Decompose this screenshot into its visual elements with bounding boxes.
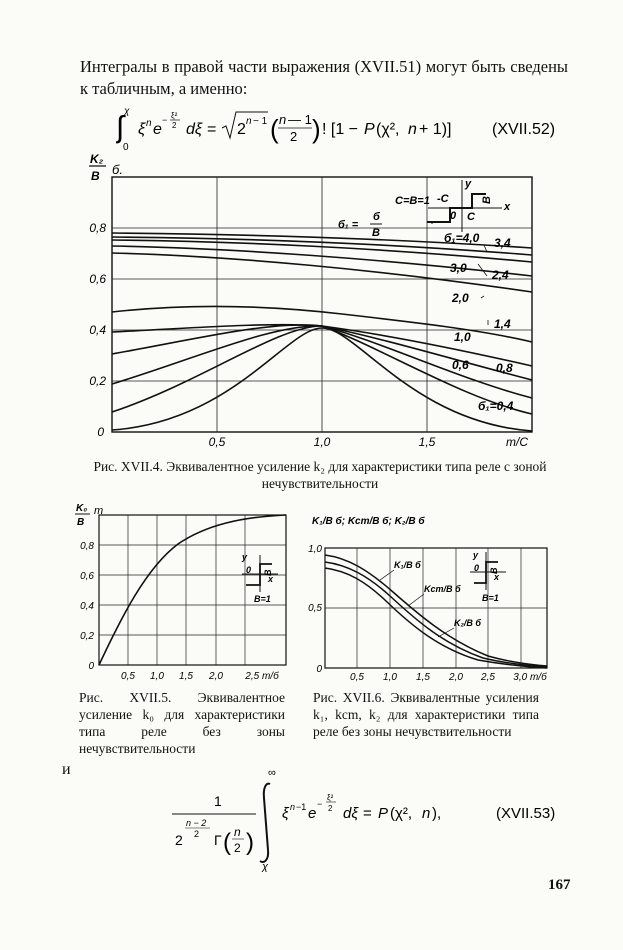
intro-paragraph: Интегралы в правой части выражения (XVII.51) могут быть сведены к табличным, а именно: bbox=[80, 57, 568, 98]
fig4-xtick: 1,5 bbox=[418, 435, 436, 449]
svg-text:2: 2 bbox=[175, 832, 183, 848]
fig6-curves bbox=[325, 555, 547, 668]
svg-text:0: 0 bbox=[450, 210, 457, 222]
svg-text:−: − bbox=[317, 799, 323, 809]
fig6-curve-kcm bbox=[325, 562, 547, 667]
svg-text:C: C bbox=[467, 211, 475, 223]
svg-text:3,0 m/б: 3,0 m/б bbox=[513, 672, 547, 682]
svg-text:P: P bbox=[364, 121, 375, 138]
eq1-lower-limit: 0 bbox=[123, 142, 129, 152]
fig4-curve-label: 0,6 bbox=[452, 358, 469, 372]
fig4-xtick: 1,0 bbox=[313, 435, 331, 449]
svg-text:B: B bbox=[489, 567, 499, 574]
svg-text:-C: -C bbox=[437, 193, 449, 205]
svg-text:1: 1 bbox=[214, 793, 222, 809]
svg-text:n: n bbox=[279, 112, 287, 127]
fig6-curve-label: K₁/B б bbox=[394, 560, 421, 570]
svg-text:e: e bbox=[308, 805, 317, 822]
svg-text:=: = bbox=[363, 805, 372, 822]
svg-text:−: − bbox=[162, 115, 168, 125]
svg-text:0: 0 bbox=[246, 565, 252, 575]
svg-text:x: x bbox=[268, 574, 274, 584]
fig4-curve-label: 2,0 bbox=[452, 291, 469, 305]
svg-text:n: n bbox=[408, 121, 417, 138]
svg-text:y: y bbox=[242, 552, 248, 562]
fig5-caption: Рис. XVII.5. Эквивалентное усиление k₀ для характеристики типа реле без зоны нечувствительности bbox=[79, 690, 285, 756]
fig5-curve bbox=[99, 515, 286, 665]
svg-text:n: n bbox=[234, 825, 241, 839]
fig6-curve-k2 bbox=[325, 568, 547, 668]
svg-text:K₀: K₀ bbox=[76, 503, 88, 514]
svg-text:2,0: 2,0 bbox=[209, 671, 223, 682]
svg-text:P: P bbox=[378, 805, 389, 822]
fig4-ytick: 0,6 bbox=[89, 272, 106, 286]
svg-text:),: ), bbox=[432, 805, 442, 822]
fig4-curve-label: б₁=0,4 bbox=[478, 399, 514, 413]
svg-text:2,5: 2,5 bbox=[481, 672, 495, 682]
svg-text:ξ²: ξ² bbox=[171, 111, 178, 120]
svg-text:n: n bbox=[290, 802, 296, 812]
svg-text:б: б bbox=[373, 211, 380, 223]
svg-text:ξ²: ξ² bbox=[327, 793, 334, 802]
svg-text:2,5 m/б: 2,5 m/б bbox=[245, 671, 279, 682]
svg-text:ξ: ξ bbox=[282, 805, 289, 822]
figure-xvii-4 bbox=[82, 152, 552, 452]
fig4-caption: Рис. XVII.4. Эквивалентное усиление k₂ для характеристики типа реле с зоной нечувствительности bbox=[93, 459, 547, 491]
eq1-upper-limit: χ bbox=[124, 106, 130, 117]
svg-text:n: n bbox=[422, 805, 431, 822]
fig4-inset-params: C=B=1 bbox=[395, 195, 430, 207]
svg-text:n: n bbox=[246, 116, 252, 127]
svg-text:0,5: 0,5 bbox=[308, 603, 322, 614]
svg-text:1,0: 1,0 bbox=[383, 672, 397, 682]
fig6-curve-label: Kcm/B б bbox=[424, 584, 461, 594]
svg-text:n − 2: n − 2 bbox=[186, 818, 207, 828]
svg-text:0,2: 0,2 bbox=[80, 631, 94, 642]
fig4-ytick: 0 bbox=[97, 425, 104, 439]
svg-text:dξ: dξ bbox=[186, 121, 203, 138]
fig4-curve-label: 0,8 bbox=[496, 361, 513, 375]
eq2-number: (XVII.53) bbox=[496, 805, 556, 822]
svg-text:(: ( bbox=[270, 114, 279, 144]
fig4-curve-label: 3,0 bbox=[450, 261, 467, 275]
svg-text:2: 2 bbox=[290, 129, 298, 144]
figure-xvii-5 bbox=[66, 500, 298, 682]
integral-sign: ∫ bbox=[116, 111, 125, 144]
svg-text:— 1: — 1 bbox=[288, 112, 312, 127]
svg-text:B=1: B=1 bbox=[482, 593, 499, 603]
svg-text:e: e bbox=[153, 121, 162, 138]
svg-text:(χ²,: (χ², bbox=[390, 805, 413, 822]
svg-text:(: ( bbox=[223, 829, 231, 856]
svg-text:1,0: 1,0 bbox=[150, 671, 164, 682]
svg-text:0: 0 bbox=[474, 563, 480, 573]
equation-xvii-53 bbox=[170, 762, 572, 872]
svg-text:): ) bbox=[246, 829, 254, 856]
fig6-caption: Рис. XVII.6. Эквивалентные усиления k₁, kcm, k₂ для характеристики типа реле без зоны нечувствительности bbox=[313, 690, 539, 739]
svg-text:2: 2 bbox=[194, 829, 200, 839]
fig4-ylabel-den: B bbox=[91, 169, 100, 183]
fig4-ytick: 0,8 bbox=[89, 221, 106, 235]
svg-text:+ 1)]: + 1)] bbox=[419, 121, 452, 138]
figure-xvii-6 bbox=[308, 510, 553, 682]
and-word: и bbox=[62, 761, 71, 778]
svg-text:m: m bbox=[94, 505, 104, 517]
fig4-curve-label: 1,0 bbox=[454, 330, 471, 344]
svg-text:B: B bbox=[77, 517, 85, 528]
svg-text:y: y bbox=[465, 178, 472, 190]
svg-text:y: y bbox=[473, 550, 479, 560]
svg-text:1,0: 1,0 bbox=[308, 544, 322, 555]
fig6-curve-label: K₂/B б bbox=[454, 618, 482, 628]
svg-text:2: 2 bbox=[234, 841, 241, 855]
svg-text:− 1: − 1 bbox=[253, 116, 268, 127]
svg-text:1,5: 1,5 bbox=[416, 672, 430, 682]
fig6-curve-k1 bbox=[325, 555, 547, 666]
svg-text:2: 2 bbox=[172, 121, 177, 130]
svg-text:! [1 −: ! [1 − bbox=[322, 121, 359, 138]
svg-text:): ) bbox=[312, 114, 321, 144]
fig4-ylabel-suffix: б. bbox=[112, 162, 123, 177]
svg-text:B: B bbox=[263, 569, 273, 576]
svg-text:2: 2 bbox=[237, 121, 246, 138]
eq2-upper-limit: ∞ bbox=[268, 767, 276, 779]
fig4-xtick: 0,5 bbox=[208, 435, 226, 449]
svg-text:0: 0 bbox=[316, 664, 322, 675]
fig4-inset bbox=[338, 178, 511, 239]
svg-text:ξ: ξ bbox=[138, 121, 146, 138]
svg-text:0,5: 0,5 bbox=[350, 672, 364, 682]
fig4-ytick: 0,2 bbox=[89, 374, 106, 388]
fig4-ylabel-num: K₂ bbox=[90, 152, 104, 166]
fig4-inset-sigma: б₁ = bbox=[338, 219, 359, 231]
equation-xvii-52 bbox=[116, 104, 576, 152]
fig4-curve-label: 3,4 bbox=[494, 236, 511, 250]
svg-text:n: n bbox=[146, 118, 152, 129]
fig4-curve-label: 1,4 bbox=[494, 317, 511, 331]
svg-text:x: x bbox=[494, 572, 500, 582]
svg-text:0,4: 0,4 bbox=[80, 601, 94, 612]
fig4-curve-label: 2,4 bbox=[492, 268, 509, 282]
svg-text:B: B bbox=[372, 227, 380, 239]
svg-text:−1: −1 bbox=[296, 802, 307, 812]
svg-text:2: 2 bbox=[328, 804, 333, 813]
fig5-inset bbox=[241, 552, 278, 604]
fig4-xtick: m/C bbox=[506, 435, 528, 449]
fig4-curve-label: б₁=4,0 bbox=[444, 231, 480, 245]
eq2-lower-limit: χ bbox=[262, 861, 269, 872]
svg-text:0,8: 0,8 bbox=[80, 541, 94, 552]
svg-text:dξ: dξ bbox=[343, 805, 359, 822]
svg-text:1,5: 1,5 bbox=[179, 671, 193, 682]
svg-text:=: = bbox=[207, 121, 217, 138]
svg-text:Γ: Γ bbox=[214, 832, 222, 848]
svg-text:2,0: 2,0 bbox=[449, 672, 463, 682]
svg-text:B: B bbox=[481, 196, 493, 204]
svg-text:B=1: B=1 bbox=[254, 594, 271, 604]
page-number: 167 bbox=[548, 877, 571, 893]
svg-text:(χ²,: (χ², bbox=[376, 121, 400, 138]
svg-text:0,5: 0,5 bbox=[121, 671, 135, 682]
fig6-ylabel: K₁/B б; Kcm/B б; K₂/B б bbox=[312, 516, 425, 527]
svg-text:0,6: 0,6 bbox=[80, 571, 94, 582]
eq1-number: (XVII.52) bbox=[492, 121, 556, 138]
svg-text:x: x bbox=[504, 201, 511, 213]
fig4-ytick: 0,4 bbox=[89, 323, 106, 337]
svg-text:0: 0 bbox=[88, 661, 94, 672]
